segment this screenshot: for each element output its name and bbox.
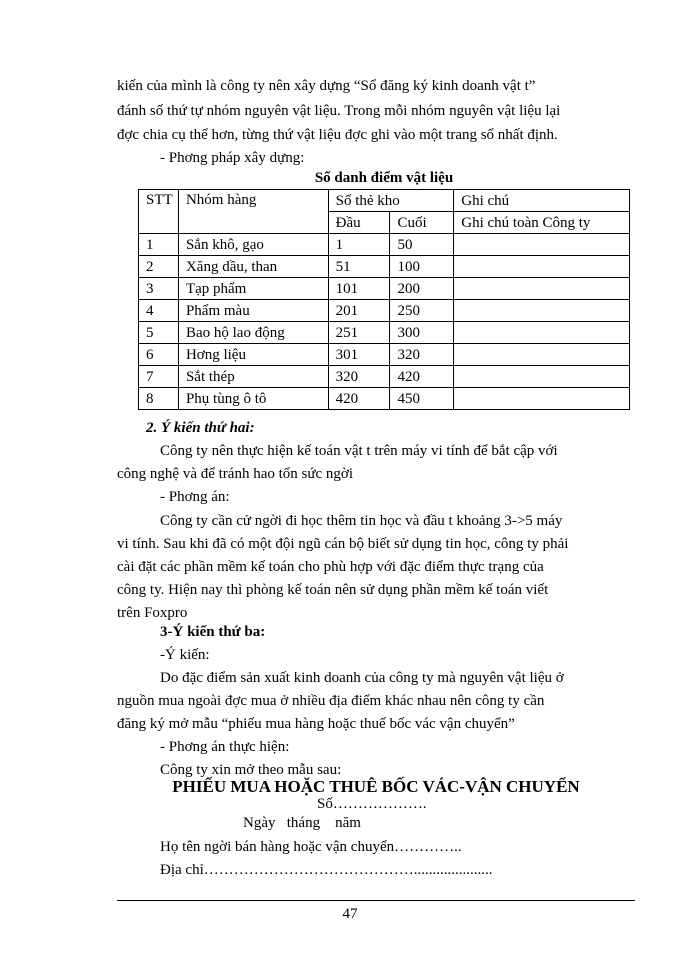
paragraph-line: Do đặc điểm sản xuất kinh doanh của công ty mà nguyên vật liệu ở [160, 670, 564, 686]
form-number: Số………………. [317, 796, 427, 812]
cell-note [454, 388, 630, 410]
paragraph-line: Công ty nên thực hiện kế toán vật t trên máy vi tính để bắt cập với [160, 443, 558, 459]
material-code-table [138, 189, 630, 410]
plan-label: - Phơng án: [160, 489, 230, 505]
cell-stt: 5 [139, 322, 179, 344]
paragraph-line: đăng ký mở mẫu “phiếu mua hàng hoặc thuế bốc vác vận chuyển” [117, 716, 515, 732]
cell-group: Hơng liệu [178, 344, 328, 366]
table-row [139, 256, 630, 278]
cell-note [454, 322, 630, 344]
table-row [139, 366, 630, 388]
cell-note [454, 278, 630, 300]
paragraph-line: trên Foxpro [117, 605, 188, 621]
paragraph-line: đánh số thứ tự nhóm nguyên vật liệu. Trong mỗi nhóm nguyên vật liệu lại [117, 103, 561, 119]
paragraph-line: công ty. Hiện nay thì phòng kế toán nên sử dụng phần mềm kế toán viết [117, 582, 549, 598]
cell-stt: 7 [139, 366, 179, 388]
cell-note [454, 300, 630, 322]
cell-start: 320 [328, 366, 390, 388]
cell-stt: 1 [139, 234, 179, 256]
cell-end: 100 [390, 256, 454, 278]
paragraph-line: cài đặt các phần mềm kế toán cho phù hợp với đặc điểm thực trạng của [117, 559, 544, 575]
header-stt: STT [139, 190, 179, 234]
cell-end: 420 [390, 366, 454, 388]
cell-end: 200 [390, 278, 454, 300]
form-date: Ngày tháng năm [243, 815, 361, 831]
paragraph-line: Công ty cần cử ngời đi học thêm tin học và đầu t khoảng 3->5 máy [160, 513, 563, 529]
header-note: Ghi chú [454, 190, 630, 212]
cell-note [454, 234, 630, 256]
cell-start: 101 [328, 278, 390, 300]
section-heading-second: 2. Ý kiến thứ hai: [146, 420, 255, 436]
cell-group: Bao hộ lao động [178, 322, 328, 344]
cell-group: Tạp phẩm [178, 278, 328, 300]
page-number: 47 [342, 906, 358, 922]
cell-start: 301 [328, 344, 390, 366]
form-address: Địa chỉ……………………………………..................... [160, 862, 493, 878]
cell-end: 320 [390, 344, 454, 366]
paragraph-line: nguồn mua ngoài đợc mua ở nhiều địa điểm khác nhau nên công ty cần [117, 693, 545, 709]
table-header-row [139, 190, 630, 212]
paragraph-line: Công ty xin mở theo mẫu sau: [160, 762, 342, 778]
cell-group: Xăng dầu, than [178, 256, 328, 278]
cell-note [454, 256, 630, 278]
header-group: Nhóm hàng [178, 190, 328, 234]
cell-stt: 3 [139, 278, 179, 300]
table-row [139, 300, 630, 322]
paragraph-line: kiến của mình là công ty nên xây dựng “Sổ đăng ký kinh doanh vật t” [117, 78, 536, 94]
cell-start: 201 [328, 300, 390, 322]
cell-start: 420 [328, 388, 390, 410]
paragraph-line: vi tính. Sau khi đã có một đội ngũ cán bộ biết sử dụng tin học, công ty phải [117, 536, 569, 552]
table-row [139, 234, 630, 256]
paragraph-line: đợc chia cụ thể hơn, từng thứ vật liệu đợc ghi vào một trang sổ nhất định. [117, 127, 558, 143]
section-heading-third: 3-Ý kiến thứ ba: [160, 624, 266, 640]
cell-start: 1 [328, 234, 390, 256]
header-note-sub: Ghi chú toàn Công ty [454, 212, 630, 234]
cell-stt: 6 [139, 344, 179, 366]
implementation-label: - Phơng án thực hiện: [160, 739, 290, 755]
cell-start: 251 [328, 322, 390, 344]
opinion-label: -Ý kiến: [160, 647, 210, 663]
header-start: Đầu [328, 212, 390, 234]
cell-group: Sắn khô, gạo [178, 234, 328, 256]
footer-divider [117, 900, 635, 901]
cell-stt: 2 [139, 256, 179, 278]
table-row [139, 388, 630, 410]
header-card: Số thẻ kho [328, 190, 454, 212]
cell-group: Phẩm màu [178, 300, 328, 322]
cell-end: 450 [390, 388, 454, 410]
table-title: Sổ danh điểm vật liệu [314, 170, 454, 186]
cell-note [454, 344, 630, 366]
table-row [139, 322, 630, 344]
cell-stt: 8 [139, 388, 179, 410]
cell-note [454, 366, 630, 388]
cell-end: 50 [390, 234, 454, 256]
cell-start: 51 [328, 256, 390, 278]
table-row [139, 278, 630, 300]
method-label: - Phơng pháp xây dựng: [160, 150, 305, 166]
cell-stt: 4 [139, 300, 179, 322]
cell-end: 300 [390, 322, 454, 344]
form-title: PHIẾU MUA HOẶC THUÊ BỐC VÁC-VẬN CHUYỂN [172, 777, 580, 796]
paragraph-line: công nghệ và để tránh hao tổn sức ngời [117, 466, 354, 482]
form-seller: Họ tên ngời bán hàng hoặc vận chuyển………….. [160, 839, 462, 855]
cell-group: Sắt thép [178, 366, 328, 388]
cell-group: Phụ tùng ô tô [178, 388, 328, 410]
header-end: Cuối [390, 212, 454, 234]
table-row [139, 344, 630, 366]
cell-end: 250 [390, 300, 454, 322]
